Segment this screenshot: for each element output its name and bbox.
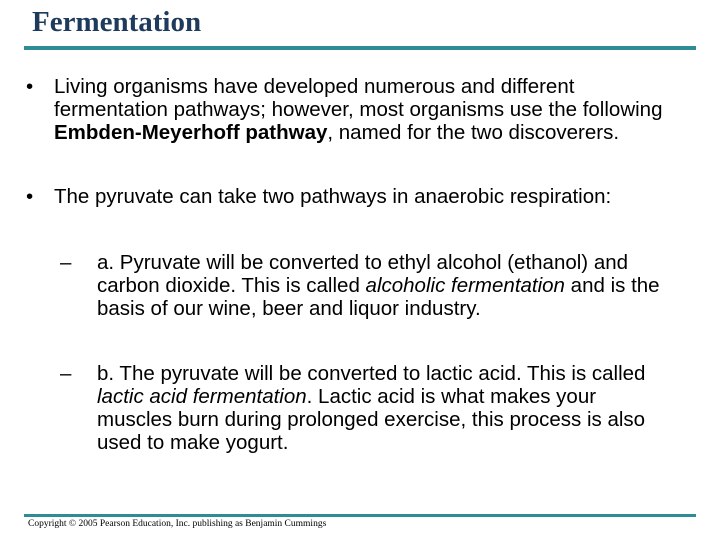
bold-term: Embden-Meyerhoff pathway [54,121,328,144]
italic-term: lactic acid fermentation [97,385,307,408]
bullet-marker: • [26,75,34,98]
bullet-text [54,185,686,208]
bullet-text-run: Living organisms have developed numerous and different fermentation pathways; however, most organisms use the following [54,75,663,121]
bullet-text [54,75,686,144]
sub-bullet-text-run: a. Pyruvate will be converted to ethyl alcohol (ethanol) and carbon dioxide. This is called [97,251,629,297]
bullet-item [26,75,686,144]
sub-bullet-item [60,251,670,320]
sub-bullet-marker: – [60,251,72,274]
slide-title: Fermentation [32,6,202,38]
sub-bullet-text-run: and is the basis of our wine, beer and liquor industry. [97,274,660,320]
footer-divider [24,514,696,517]
sub-bullet-text [97,251,670,320]
sub-bullet-marker: – [60,362,72,385]
copyright-footer: Copyright © 2005 Pearson Education, Inc. publishing as Benjamin Cummings [28,519,327,529]
bullet-item [26,185,686,208]
sub-bullet-text-run: b. The pyruvate will be converted to lactic acid. This is called [97,362,646,385]
italic-term: alcoholic fermentation [365,274,565,297]
bullet-text-run: , named for the two discoverers. [327,121,620,144]
sub-bullet-text [97,362,670,454]
sub-bullet-item [60,362,670,454]
sub-bullet-text-run: . Lactic acid is what makes your muscles burn during prolonged exercise, this process is also used to make yogurt. [97,385,646,454]
bullet-text-run: The pyruvate can take two pathways in anaerobic respiration: [54,185,612,208]
bullet-marker: • [26,185,34,208]
title-divider [24,46,696,50]
